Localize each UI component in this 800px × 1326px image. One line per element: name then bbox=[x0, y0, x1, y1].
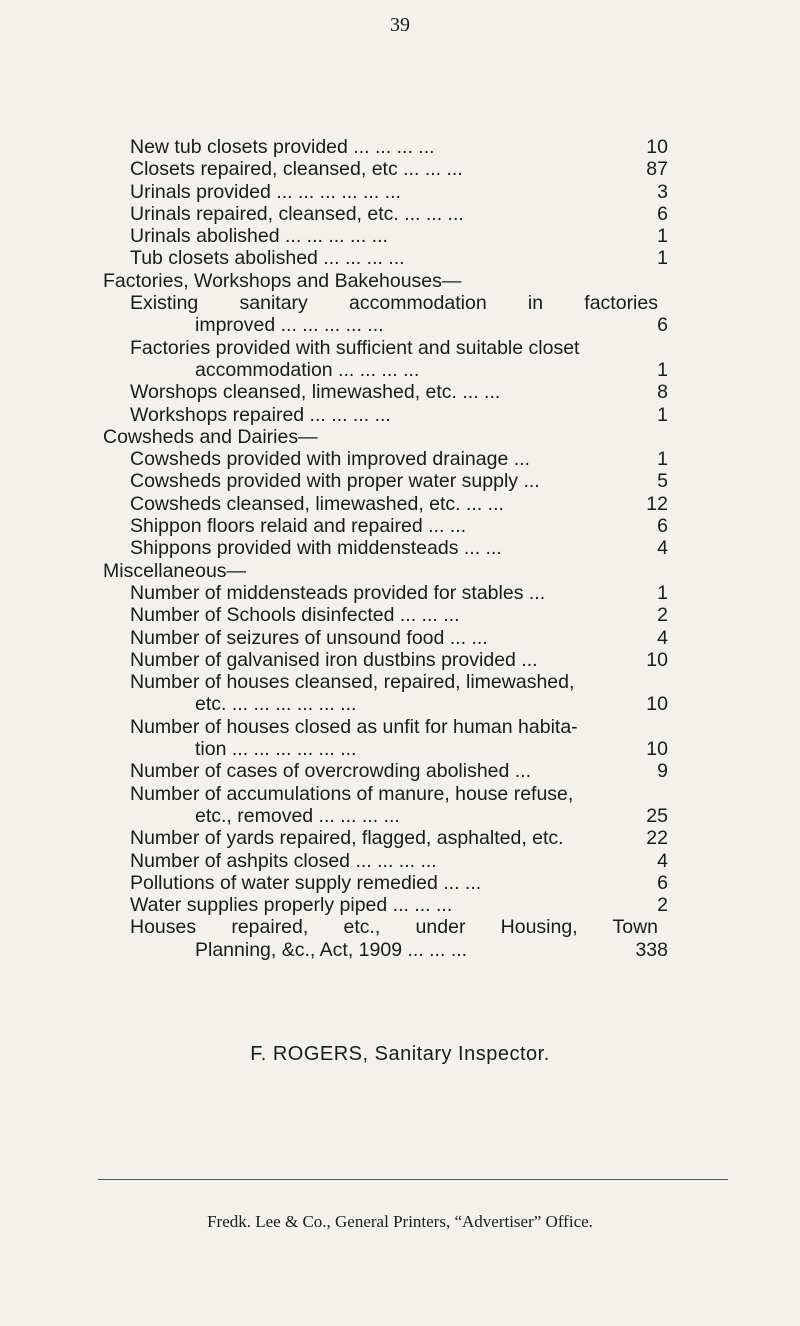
list-item bbox=[0, 448, 800, 470]
item-count: 6 bbox=[657, 515, 668, 538]
item-label: Pollutions of water supply remedied ... ... bbox=[130, 871, 482, 894]
inspector-signature: F. ROGERS, Sanitary Inspector. bbox=[250, 1043, 550, 1065]
item-label: Tub closets abolished ... ... ... ... bbox=[130, 247, 405, 270]
list-item-continuation bbox=[0, 314, 800, 336]
list-item bbox=[0, 337, 800, 359]
section-heading-label: Miscellaneous— bbox=[103, 559, 247, 582]
list-item bbox=[0, 292, 800, 314]
list-item-continuation bbox=[0, 805, 800, 827]
item-count: 22 bbox=[646, 827, 668, 850]
section-heading-cowsheds bbox=[0, 426, 800, 448]
list-item bbox=[0, 716, 800, 738]
item-label: Shippon floors relaid and repaired ... ... bbox=[130, 515, 467, 538]
item-label: etc., removed ... ... ... ... bbox=[195, 804, 400, 827]
item-count: 25 bbox=[646, 804, 668, 827]
item-label: Planning, &c., Act, 1909 ... ... ... bbox=[195, 938, 468, 961]
list-item bbox=[0, 493, 800, 515]
list-item bbox=[0, 627, 800, 649]
item-label: Number of houses closed as unfit for human habita- bbox=[130, 715, 578, 738]
list-item bbox=[0, 604, 800, 626]
item-count: 338 bbox=[635, 938, 668, 961]
item-label: Number of Schools disinfected ... ... ... bbox=[130, 604, 460, 627]
item-count: 10 bbox=[646, 693, 668, 716]
item-label: Cowsheds provided with improved drainage ... bbox=[130, 448, 530, 471]
item-label: Number of accumulations of manure, house refuse, bbox=[130, 782, 574, 805]
item-count: 1 bbox=[657, 581, 668, 604]
item-count: 9 bbox=[657, 760, 668, 783]
section-heading-miscellaneous bbox=[0, 560, 800, 582]
divider-rule bbox=[98, 1179, 728, 1180]
item-count: 4 bbox=[657, 849, 668, 872]
item-label: Worshops cleansed, limewashed, etc. ... ... bbox=[130, 381, 501, 404]
item-count: 1 bbox=[657, 448, 668, 471]
list-item bbox=[0, 649, 800, 671]
item-label: Closets repaired, cleansed, etc ... ... ... bbox=[130, 158, 463, 181]
item-label: Number of cases of overcrowding abolished ... bbox=[130, 760, 532, 783]
list-item bbox=[0, 916, 800, 938]
item-count: 1 bbox=[657, 403, 668, 426]
item-count: 10 bbox=[646, 136, 668, 158]
list-item bbox=[0, 582, 800, 604]
item-label: Existing sanitary accommodation in factories bbox=[130, 292, 658, 315]
list-item-continuation bbox=[0, 359, 800, 381]
item-count: 1 bbox=[657, 358, 668, 381]
item-label: Number of ashpits closed ... ... ... ... bbox=[130, 849, 437, 872]
section-heading-label: Cowsheds and Dairies— bbox=[103, 425, 318, 448]
list-item bbox=[0, 203, 800, 225]
item-label: accommodation ... ... ... ... bbox=[195, 358, 420, 381]
list-item bbox=[0, 872, 800, 894]
list-item bbox=[0, 136, 800, 158]
inspection-summary-list bbox=[0, 136, 800, 961]
item-label: Factories provided with sufficient and suitable closet bbox=[130, 336, 580, 359]
item-count: 5 bbox=[657, 470, 668, 493]
item-label: Number of middensteads provided for stables ... bbox=[130, 581, 546, 604]
item-count: 8 bbox=[657, 381, 668, 404]
item-label: Cowsheds provided with proper water supply ... bbox=[130, 470, 540, 493]
item-label: Number of seizures of unsound food ... ... bbox=[130, 626, 488, 649]
list-item bbox=[0, 158, 800, 180]
list-item bbox=[0, 537, 800, 559]
item-label: Urinals abolished ... ... ... ... ... bbox=[130, 225, 388, 248]
list-item bbox=[0, 247, 800, 269]
item-label: Number of yards repaired, flagged, asphalted, etc. bbox=[130, 827, 564, 850]
list-item bbox=[0, 470, 800, 492]
list-item bbox=[0, 783, 800, 805]
list-item bbox=[0, 894, 800, 916]
item-label: etc. ... ... ... ... ... ... bbox=[195, 693, 357, 716]
item-count: 10 bbox=[646, 738, 668, 761]
list-item bbox=[0, 515, 800, 537]
list-item bbox=[0, 404, 800, 426]
item-label: improved ... ... ... ... ... bbox=[195, 314, 384, 337]
item-count: 10 bbox=[646, 648, 668, 671]
item-label: Shippons provided with middensteads ... ... bbox=[130, 537, 502, 560]
item-label: Urinals repaired, cleansed, etc. ... ... ... bbox=[130, 202, 464, 225]
printer-imprint: Fredk. Lee & Co., General Printers, “Advertiser” Office. bbox=[207, 1212, 593, 1231]
list-item-continuation bbox=[0, 738, 800, 760]
item-count: 2 bbox=[657, 894, 668, 917]
section-heading-label: Factories, Workshops and Bakehouses— bbox=[103, 269, 462, 292]
item-count: 3 bbox=[657, 180, 668, 203]
item-count: 6 bbox=[657, 314, 668, 337]
item-label: Cowsheds cleansed, limewashed, etc. ... ... bbox=[130, 492, 504, 515]
item-label: New tub closets provided ... ... ... ... bbox=[130, 136, 435, 158]
item-label: Workshops repaired ... ... ... ... bbox=[130, 403, 391, 426]
item-count: 1 bbox=[657, 247, 668, 270]
list-item bbox=[0, 850, 800, 872]
item-label: Number of galvanised iron dustbins provided ... bbox=[130, 648, 538, 671]
item-count: 2 bbox=[657, 604, 668, 627]
item-count: 87 bbox=[646, 158, 668, 181]
list-item bbox=[0, 181, 800, 203]
page-number: 39 bbox=[390, 14, 410, 36]
item-label: tion ... ... ... ... ... ... bbox=[195, 738, 357, 761]
item-label: Houses repaired, etc., under Housing, Town bbox=[130, 916, 658, 939]
item-count: 12 bbox=[646, 492, 668, 515]
item-count: 4 bbox=[657, 626, 668, 649]
item-count: 1 bbox=[657, 225, 668, 248]
section-heading-factories bbox=[0, 270, 800, 292]
list-item bbox=[0, 671, 800, 693]
item-count: 4 bbox=[657, 537, 668, 560]
list-item-continuation bbox=[0, 693, 800, 715]
item-label: Water supplies properly piped ... ... ... bbox=[130, 894, 453, 917]
list-item bbox=[0, 225, 800, 247]
item-count: 6 bbox=[657, 871, 668, 894]
list-item bbox=[0, 760, 800, 782]
item-count: 6 bbox=[657, 202, 668, 225]
list-item-continuation bbox=[0, 939, 800, 961]
list-item bbox=[0, 381, 800, 403]
item-label: Urinals provided ... ... ... ... ... ... bbox=[130, 180, 401, 203]
item-label: Number of houses cleansed, repaired, limewashed, bbox=[130, 671, 575, 694]
list-item bbox=[0, 827, 800, 849]
